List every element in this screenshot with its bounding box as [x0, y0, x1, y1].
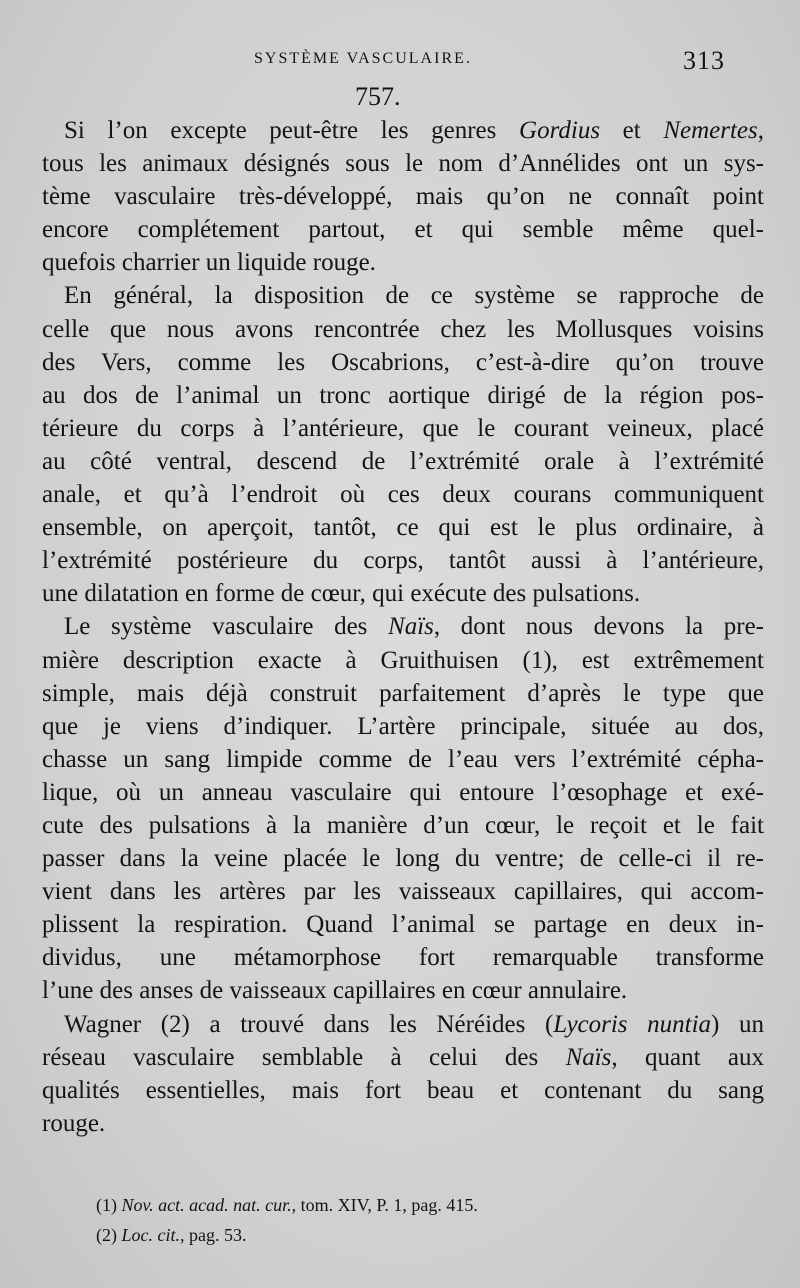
- text-line: En général, la disposition de ce système se rapproche de: [64, 282, 764, 310]
- text-line: ensemble, on aperçoit, tantôt, ce qui est le plus ordinaire, à: [42, 514, 764, 542]
- text-line: encore complétement partout, et qui semble même quel-: [42, 216, 764, 244]
- text-line: dividus, une métamorphose fort remarquable transforme: [42, 944, 764, 972]
- text-line: anale, et qu’à l’endroit où ces deux courans communiquent: [42, 481, 764, 509]
- italic-term: Naïs: [565, 1043, 612, 1071]
- text-line: qualités essentielles, mais fort beau et contenant du sang: [42, 1076, 764, 1104]
- section-number: 757.: [355, 82, 401, 111]
- italic-term: Loc. cit.: [121, 1225, 180, 1245]
- italic-term: Naïs: [388, 613, 434, 641]
- text-line: l’une des anses de vaisseaux capillaires en cœur annulaire.: [42, 977, 628, 1005]
- text-line: vient dans les artères par les vaisseaux capillaires, qui accom-: [42, 878, 764, 906]
- text-line: au dos de l’animal un tronc aortique dirigé de la région pos-: [42, 381, 764, 409]
- text-line: lique, où un anneau vasculaire qui entoure l’œsophage et exé-: [42, 778, 764, 806]
- text-line: cute des pulsations à la manière d’un cœur, le reçoit et le fait: [42, 811, 764, 839]
- text-line: plissent la respiration. Quand l’animal se partage en deux in-: [42, 911, 764, 939]
- text-line: des Vers, comme les Oscabrions, c’est-à-dire qu’on trouve: [42, 348, 764, 376]
- text-line: que je viens d’indiquer. L’artère principale, située au dos,: [42, 712, 764, 740]
- footnote: (2) Loc. cit., pag. 53.: [96, 1225, 247, 1245]
- italic-term: Nemertes: [663, 117, 758, 144]
- text-line: tous les animaux désignés sous le nom d’Annélides ont un sys-: [42, 150, 764, 178]
- italic-term: Nov. act. acad. nat. cur.: [121, 1195, 292, 1215]
- text-line: simple, mais déjà construit parfaitement d’après le type que: [42, 679, 764, 707]
- text-line: Le système vasculaire des Naïs, dont nous devons la pre-: [64, 613, 764, 641]
- text-line: rouge.: [42, 1109, 106, 1137]
- text-line: l’extrémité postérieure du corps, tantôt aussi à l’antérieure,: [42, 547, 764, 575]
- body-text: [42, 114, 764, 1140]
- running-head: SYSTÈME VASCULAIRE.: [254, 50, 472, 67]
- text-line: tème vasculaire très-développé, mais qu’on ne connaît point: [42, 183, 764, 211]
- page-number: 313: [683, 46, 725, 75]
- footnote: (1) Nov. act. acad. nat. cur., tom. XIV, P. 1, pag. 415.: [96, 1195, 478, 1215]
- text-line: térieure du corps à l’antérieure, que le courant veineux, placé: [42, 414, 764, 442]
- italic-term: Lycoris nuntia: [553, 1010, 712, 1038]
- italic-term: Gordius: [519, 117, 601, 144]
- text-line: au côté ventral, descend de l’extrémité orale à l’extrémité: [42, 447, 764, 475]
- footnotes: [96, 1190, 696, 1250]
- text-line: passer dans la veine placée le long du ventre; de celle-ci il re-: [42, 845, 764, 873]
- page-header: [0, 46, 800, 86]
- text-line: quefois charrier un liquide rouge.: [42, 249, 376, 277]
- text-line: celle que nous avons rencontrée chez les Mollusques voisins: [42, 315, 764, 343]
- text-line: chasse un sang limpide comme de l’eau vers l’extrémité cépha-: [42, 745, 764, 773]
- text-line: Si l’on excepte peut-être les genres Gordius et Nemertes,: [64, 117, 764, 144]
- text-line: réseau vasculaire semblable à celui des Naïs, quant aux: [42, 1043, 764, 1071]
- text-line: mière description exacte à Gruithuisen (1), est extrêmement: [42, 646, 764, 674]
- text-line: Wagner (2) a trouvé dans les Néréides (Lycoris nuntia) un: [64, 1010, 764, 1038]
- text-line: une dilatation en forme de cœur, qui exécute des pulsations.: [42, 580, 641, 608]
